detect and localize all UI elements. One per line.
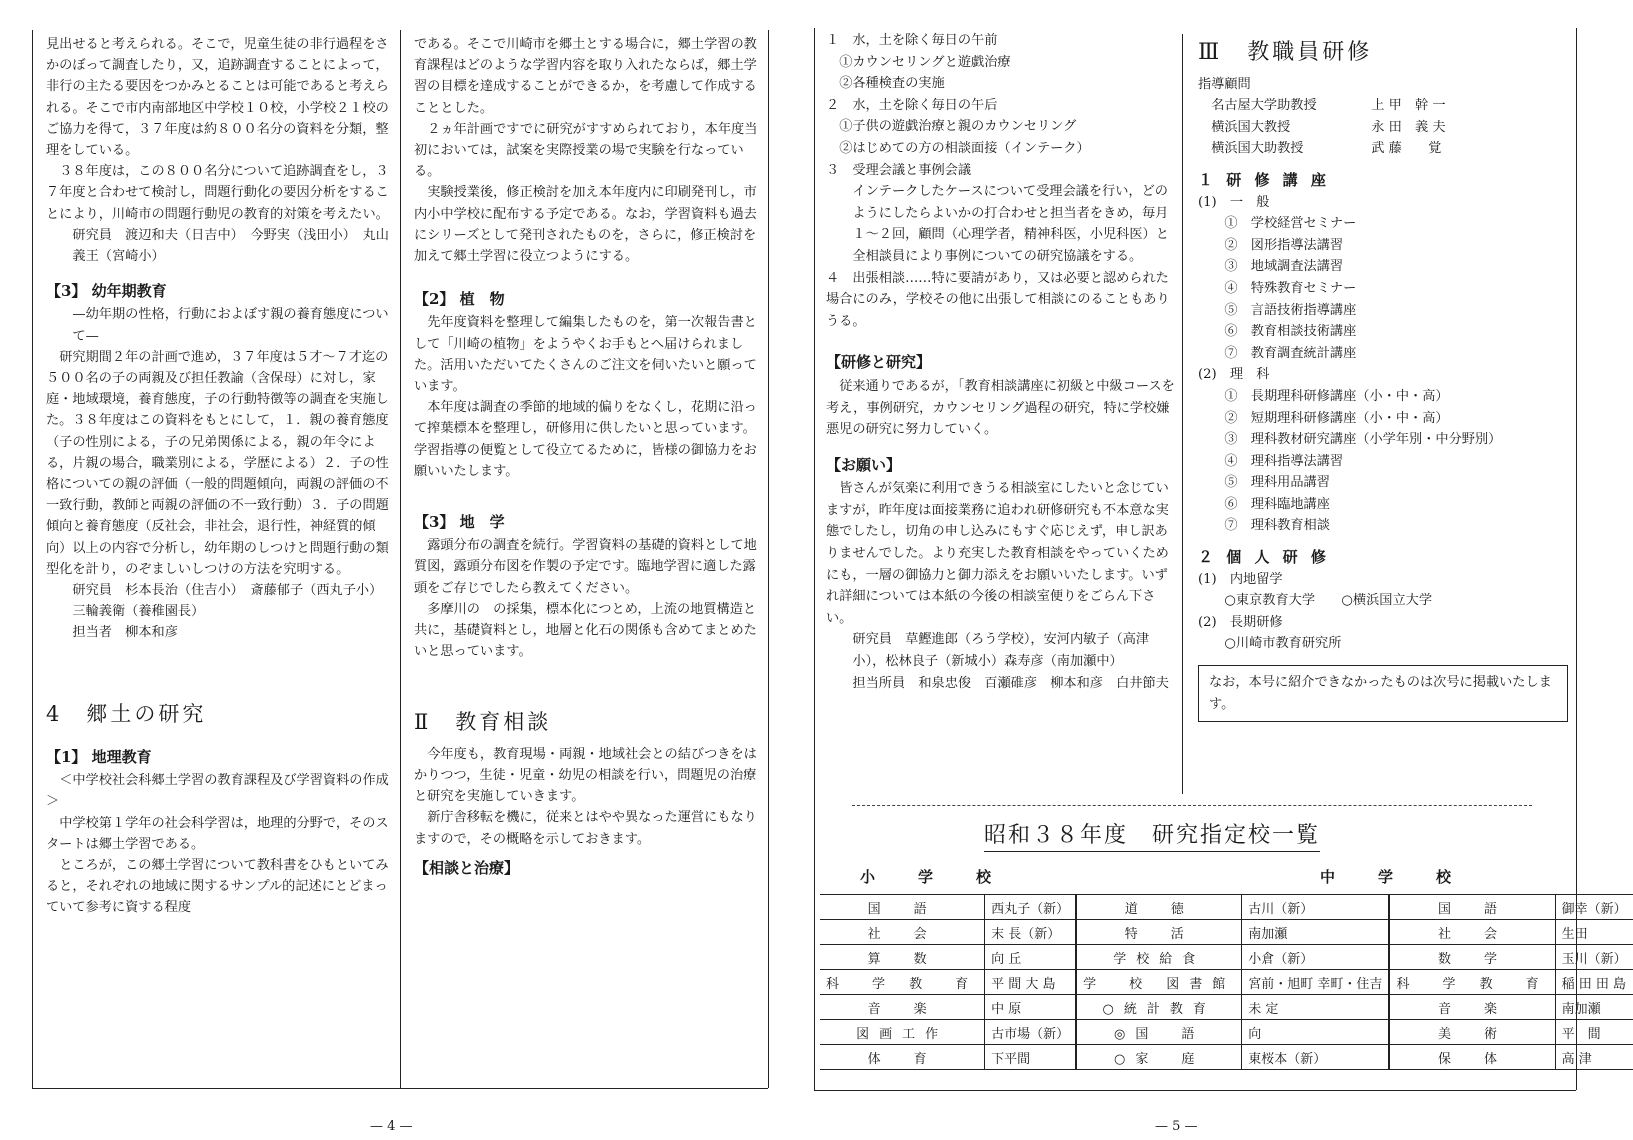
advisors-list: [1198, 95, 1568, 160]
heading-text: 【3】 幼年期教育: [46, 282, 167, 301]
right-border: [768, 30, 769, 1088]
subject-cell: 保 体: [1389, 1045, 1555, 1070]
subject-cell: 科 学 教 育: [1389, 970, 1555, 995]
domestic-label: (1) 内地留学: [1198, 571, 1283, 587]
para: 中学校第１学年の社会科学習は，地理的分野で，そのスタートは郷土学習である。: [46, 815, 389, 852]
section-heading: Ⅱ 教育相談: [414, 710, 552, 735]
domestic-items: ○東京教育大学 ○横浜国立大学: [1224, 593, 1433, 609]
list-item: ② 短期理科研修講座（小・中・高）: [1224, 410, 1449, 426]
note-text: なお，本号に紹介できなかったものは次号に掲載いたします。: [1209, 675, 1552, 712]
table-row: [820, 945, 1633, 970]
right-column-1: [826, 30, 1176, 694]
list-item: ⑦ 教育調査統計講座: [1224, 345, 1357, 361]
table-row: [820, 1020, 1633, 1045]
para: ところが，この郷土学習について教科書をひもといてみると，それぞれの地域に関するサンプル的記述にとどまっていて参考に資する程度: [46, 857, 389, 916]
subject-cell: 社 会: [820, 920, 985, 945]
researchers: 研究員 渡辺和夫（日吉中） 今野実（浅田小） 丸山義王（宮崎小）: [72, 227, 389, 265]
list-item: ③ 地域調査法講習: [1224, 259, 1344, 275]
para: 本年度は調査の季節的地域的偏りをなくし，花期に沿って搾葉標本を整理し，研修用に供したいと思っています。学習指導の便覧として役立てるために，皆様の御協力をお願いいたします。: [414, 400, 757, 479]
right-column-2: [1198, 42, 1568, 722]
school-cell: 御幸（新）: [1555, 895, 1633, 920]
table-row: [820, 995, 1633, 1020]
advisor-row: [1198, 138, 1568, 160]
section-subtitle: ＜中学校社会科郷土学習の教育課程及び学習資料の作成＞: [46, 773, 389, 810]
para: 皆さんが気楽に利用できうる相談室にしたいと念じていますが，昨年度は面接業務に追われ研修研究も不本意な実態でしたし，切角の申し込みにもすぐ応じえず，申し訳ありませんでした。より充実した教育相談をやっていくためにも，一層の御協力と御力添えをお願いいたします。いずれ詳細については本紙の今後の相談室便りをごらん下さい。: [826, 481, 1169, 626]
subject-cell: 国 語: [820, 895, 985, 920]
list-item: ２ 水，土を除く毎日の午后: [826, 97, 998, 113]
elementary-label: 小 学 校: [860, 868, 1006, 886]
school-cell: 古川（新）: [1242, 895, 1390, 920]
para: ２ヵ年計画ですでに研究がすすめられており，本年度当初においては，試案を実際授業の場で実験を行なっている。: [414, 121, 758, 180]
list-item: ①子供の遊戯治療と親のカウンセリング: [839, 119, 1077, 135]
para: 研究期間２年の計画で進め，３７年度は５才〜７才迄の５００名の子の両親及び担任教諭（含保母）に対し，家庭・地域環境，養育態度，子の行動特徴等の調査を実施した。３８年度はこの資料をもとにして，１．親の養育態度（子の性別による，子の兄弟関係による，親の年令による，片親の場合，職業別による，学歴による）２．子の性格についての親の評価（一般的問題傾向，両親の評価の不一致行動，教師と両親の評価の不一致行動）３．子の問題傾向と養育態度（反社会，非社会，退行性，神経質的傾向）以上の内容で分析し，幼年期のしつけと問題行動の類型化を計り，のぞましいしつけの方法を究明する。: [46, 349, 389, 577]
para: である。そこで川崎市を郷土とする場合に，郷土学習の教育課程はどのような学習内容を取り入れたならば，郷土学習の目標を達成することができるか，を考慮して作成することとした。: [414, 37, 757, 116]
list-item: ④ 特殊教育セミナー: [1224, 280, 1357, 296]
school-cell: 平 間 大 島: [985, 970, 1077, 995]
list-item: ②各種検査の実施: [839, 76, 945, 92]
school-cell: 向: [1242, 1020, 1390, 1045]
school-cell: 南加瀬: [1555, 995, 1633, 1020]
subject-cell: 体 育: [820, 1045, 985, 1070]
para: インテークしたケースについて受理会議を行い，どのようにしたらよいかの打合わせと担当者をきめ，毎月１〜２回，顧問（心理学者，精神科医，小児科医）と全相談員により事例についての研究協議をする。: [852, 184, 1169, 264]
para: 露頭分布の調査を続行。学習資料の基礎的資料として地質図，露頭分布図を作製の予定です。臨地学習に適した露頭をご存じでしたら教えてください。: [414, 538, 757, 596]
subject-cell: 社 会: [1389, 920, 1555, 945]
subject-cell: 美 術: [1389, 1020, 1555, 1045]
general-label: (1) 一 般: [1198, 194, 1270, 210]
section-heading: [46, 281, 390, 302]
course-heading: １ 研 修 講 座: [1198, 170, 1330, 189]
school-cell: 生田: [1555, 920, 1633, 945]
column-divider: [400, 30, 401, 1088]
column-divider: [1182, 34, 1183, 794]
school-cell: 小倉（新）: [1242, 945, 1390, 970]
para: 新庁舎移転を機に，従来とはやや異なった運営にもなりますので，その概略を示しておきます。: [414, 810, 757, 847]
list-item: ４ 出張相談……特に要請があり，又は必要と認められた場合にのみ，学校その他に出張して相談にのることもありうる。: [826, 270, 1170, 329]
list-item: ④ 理科指導法講習: [1224, 453, 1344, 469]
subject-cell: 学校給食: [1076, 945, 1242, 970]
list-item: ③ 理科教材研究講座（小学年別・中分野別）: [1224, 432, 1502, 448]
left-column-2: [414, 34, 758, 881]
subject-cell: ○家 庭: [1076, 1045, 1242, 1070]
subject-cell: 特 活: [1076, 920, 1242, 945]
school-cell: 下平間: [985, 1045, 1077, 1070]
table-title: 昭和３８年度 研究指定校一覧: [984, 818, 1320, 852]
bottom-border: [814, 1090, 1576, 1091]
subject-cell: 道 徳: [1076, 895, 1242, 920]
advisor-title: 横浜国大教授: [1211, 119, 1291, 135]
list-item: ⑤ 理科用品講習: [1224, 475, 1330, 491]
longterm-items: ○川崎市教育研究所: [1224, 636, 1342, 652]
advisor-name: 上 甲 幹 一: [1371, 98, 1446, 114]
list-item: ⑦ 理科教育相談: [1224, 518, 1330, 534]
section-heading: 【1】 地理教育: [46, 747, 152, 766]
subject-cell: 音 楽: [1389, 995, 1555, 1020]
section-heading: 【相談と治療】: [414, 858, 520, 877]
table-row: [820, 1045, 1633, 1070]
list-item: １ 水，土を除く毎日の午前: [826, 33, 998, 48]
para: 実験授業後，修正検討を加え本年度内に印刷発刊し，市内小中学校に配布する予定である。なお，学習資料も過去にシリーズとして発刊されたものを，さらに，修正検討を加えて郷土学習に役立つようにする。: [414, 185, 757, 265]
subject-cell: 図画工作: [820, 1020, 985, 1045]
list-item: ② 図形指導法講習: [1224, 237, 1344, 253]
advisor-title: 名古屋大学助教授: [1211, 98, 1317, 114]
school-cell: 未 定: [1242, 995, 1390, 1020]
section-heading: 【研修と研究】: [826, 353, 932, 372]
para: ３８年度は，この８００名分について追跡調査をし，３７年度と合わせて検討し，問題行動化の要因分析をすることにより，川崎市の問題行動児の教育的対策を考えたい。: [46, 164, 389, 222]
general-courses: [1198, 213, 1568, 364]
advisor-row: [1198, 95, 1568, 117]
bottom-border: [32, 1088, 768, 1089]
subject-cell: 科 学 教 育: [820, 970, 985, 995]
school-cell: 稲 田 田 島: [1555, 970, 1633, 995]
left-border: [814, 28, 815, 1090]
left-border: [32, 30, 33, 1088]
section-heading: 4 郷土の研究: [46, 701, 207, 726]
note-box: [1198, 665, 1568, 722]
list-item: ②はじめての方の相談面接（インテーク）: [839, 140, 1090, 156]
list-item: ①カウンセリングと遊戯治療: [839, 54, 1011, 70]
list-item: ⑤ 言語技術指導講座: [1224, 302, 1357, 318]
longterm-label: (2) 長期研修: [1198, 614, 1283, 630]
subject-cell: 音 楽: [820, 995, 985, 1020]
section-heading: Ⅲ 教職員研修: [1198, 40, 1373, 65]
school-cell: 末 長（新）: [985, 920, 1077, 945]
para: 従来通りであるが，「教育相談講座に初級と中級コースを考え，事例研究，カウンセリング過程の研究，特に学校嫌悪児の研究に努力していく。: [826, 378, 1175, 438]
staff: 担当者 柳本和彦: [72, 625, 178, 641]
subject-cell: ◎国 語: [1076, 1020, 1242, 1045]
subject-cell: 数 学: [1389, 945, 1555, 970]
para: 先年度資料を整理して編集したものを，第一次報告書として「川崎の植物」をようやくお手もとへ届けられました。活用いただいてたくさんのご注文を伺いたいと願っています。: [414, 315, 757, 395]
list-item: ① 学校経営セミナー: [1224, 216, 1357, 232]
advisor-title: 横浜国大助教授: [1211, 141, 1304, 157]
subject-cell: 学 校 図書館: [1076, 970, 1242, 995]
school-cell: 平 間: [1555, 1020, 1633, 1045]
school-cell: 西丸子（新）: [985, 895, 1077, 920]
subject-cell: ○統計教育: [1076, 995, 1242, 1020]
researchers: 研究員 杉本長治（住吉小） 斎藤郁子（西丸子小） 三輪義衛（養稚園長）: [72, 583, 389, 620]
table-row: [820, 970, 1633, 995]
list-item: ⑥ 教育相談技術講座: [1224, 324, 1357, 340]
list-item: ３ 受理会議と事例会議: [826, 162, 972, 178]
para: 多摩川の の採集，標本化につとめ，上流の地質構造と共に，基礎資料とし，地層と化石の関係も含めてまとめたいと思っています。: [414, 601, 757, 660]
right-page: [800, 0, 1627, 1140]
subject-cell: 算 数: [820, 945, 985, 970]
list-item: ① 長期理科研修講座（小・中・高）: [1224, 388, 1449, 404]
para: 今年度も，教育現場・両親・地域社会との結びつきをはかりつつ，生徒・児童・幼児の相談を行い，問題児の治療と研究を実施していきます。: [414, 746, 757, 805]
school-cell: 高 津: [1555, 1045, 1633, 1070]
science-courses: [1198, 386, 1568, 537]
school-table: [820, 894, 1633, 1070]
school-cell: 宮前・旭町 幸町・住吉: [1242, 970, 1390, 995]
school-cell: 古市場（新）: [985, 1020, 1077, 1045]
personal-heading: ２ 個 人 研 修: [1198, 548, 1330, 567]
left-page: [0, 0, 800, 1140]
researchers: 研究員 草鰹進郎（ろう学校），安河内敏子（高津小），松林良子（新城小）森寿彦（南加瀬中）: [852, 632, 1150, 670]
left-column-1: [46, 34, 390, 919]
dashed-divider: [852, 805, 1532, 806]
school-cell: 中 原: [985, 995, 1077, 1020]
school-cell: 向 丘: [985, 945, 1077, 970]
list-item: ⑥ 理科臨地講座: [1224, 496, 1330, 512]
table-row: [820, 920, 1633, 945]
page-number: — 4 —: [370, 1119, 413, 1134]
advisor-row: [1198, 117, 1568, 139]
subject-cell: 国 語: [1389, 895, 1555, 920]
section-heading: 【お願い】: [826, 455, 902, 474]
advisor-name: 永 田 義 夫: [1371, 119, 1446, 135]
section-subtitle: —幼年期の性格，行動におよぼす親の養育態度について—: [72, 307, 389, 344]
school-cell: 南加瀬: [1242, 920, 1390, 945]
staff: 担当所員 和泉忠俊 百瀬碓彦 柳本和彦 白井節夫: [852, 675, 1169, 691]
para: 見出せると考えられる。そこで，児童生徒の非行過程をさかのぼって調査したり，又，追跡調査することによって，非行の主たる要因をつかみとることは可能であると考えられる。そこで市内南部地区中学校１０校，小学校２１校のご協力を得て，３７年度は約８００名分の資料を分類，整理をしている。: [46, 37, 389, 159]
section-heading: 【3】 地 学: [414, 513, 505, 532]
section-heading: 【2】 植 物: [414, 290, 505, 309]
advisor-name: 武 藤 覚: [1371, 141, 1442, 157]
science-label: (2) 理 科: [1198, 367, 1270, 383]
school-cell: 東桜本（新）: [1242, 1045, 1390, 1070]
school-cell: 玉川（新）: [1555, 945, 1633, 970]
junior-high-label: 中 学 校: [1320, 868, 1466, 886]
advisors-label: 指導顧問: [1198, 76, 1251, 92]
table-row: [820, 895, 1633, 920]
page-number: — 5 —: [1155, 1119, 1198, 1134]
